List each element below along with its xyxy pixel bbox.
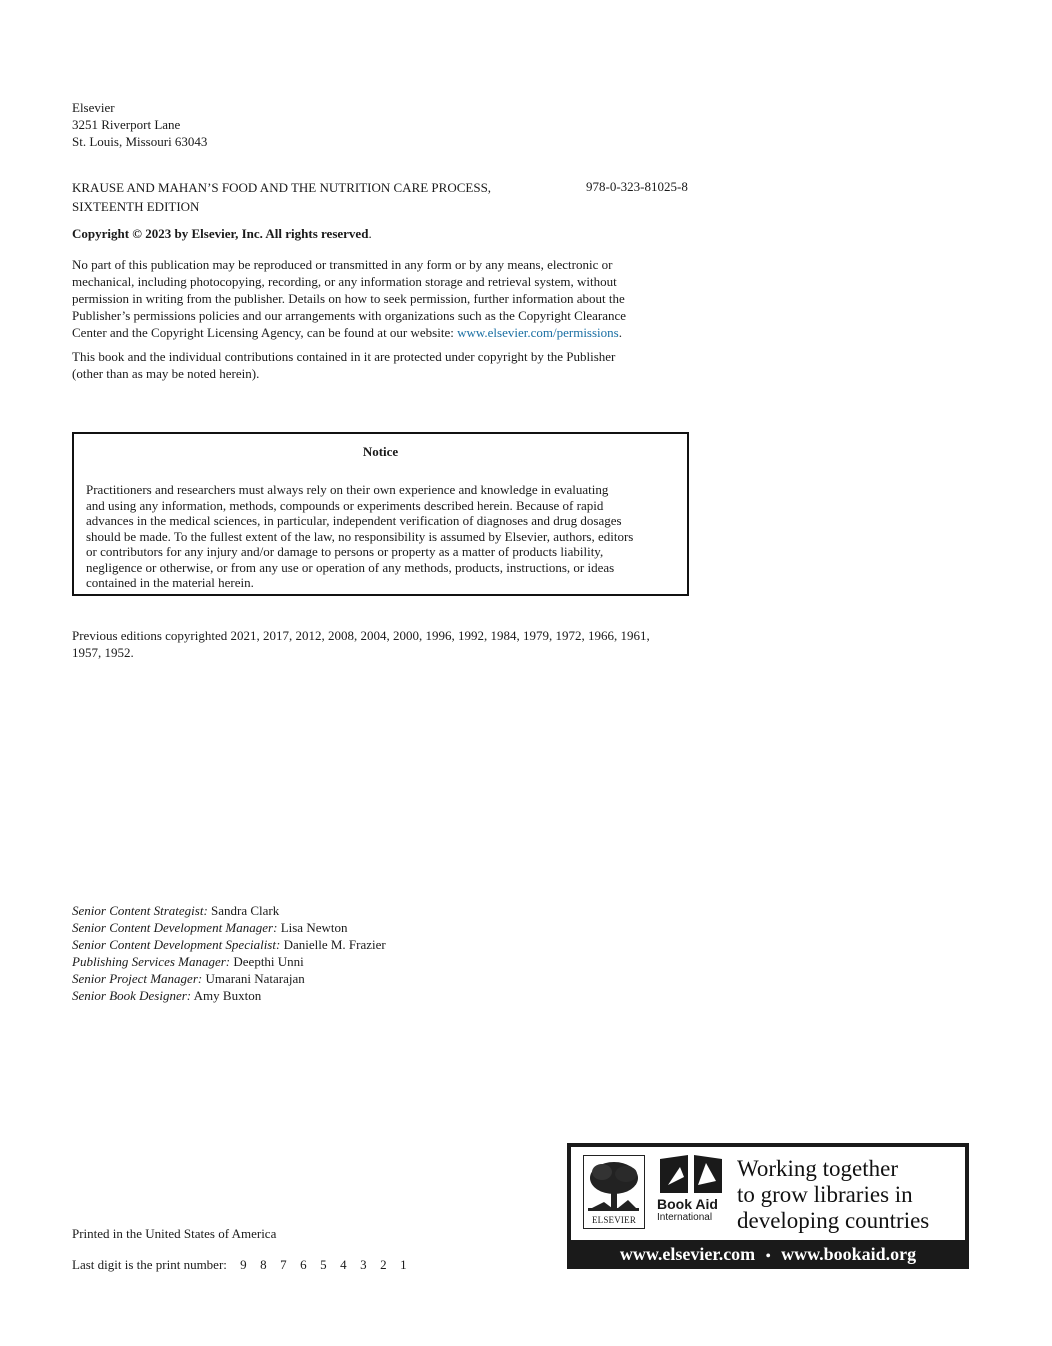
copyright-line xyxy=(72,225,372,242)
notice-line: Practitioners and researchers must always rely on their own experience and knowledge in evaluating xyxy=(86,482,609,497)
credit-name: Umarani Natarajan xyxy=(202,971,305,986)
credit-line xyxy=(72,953,386,970)
printed-in: Printed in the United States of America xyxy=(72,1226,277,1241)
copyright-text: Copyright © 2023 by Elsevier, Inc. All rights reserved xyxy=(72,226,369,241)
elsevier-tree-icon xyxy=(584,1158,643,1214)
notice-box xyxy=(72,432,689,596)
credit-role: Senior Content Development Specialist: xyxy=(72,937,281,952)
rights-line: No part of this publication may be reproduced or transmitted in any form or by any means, electronic or xyxy=(72,257,613,272)
notice-line: and using any information, methods, compounds or experiments described herein. Because of rapid xyxy=(86,497,604,513)
bookaid-banner xyxy=(567,1143,969,1269)
print-digit: 5 xyxy=(320,1257,327,1272)
print-digit: 9 xyxy=(240,1257,247,1272)
credit-role: Senior Book Designer: xyxy=(72,988,192,1003)
tagline-line: Working together xyxy=(737,1156,899,1181)
credit-role: Publishing Services Manager: xyxy=(72,954,231,969)
print-digit: 3 xyxy=(360,1257,367,1272)
rights-line: Publisher’s permissions policies and our arrangements with organizations such as the Copyright Clearance xyxy=(72,308,627,323)
bookaid-open-book-icon xyxy=(658,1155,724,1195)
notice-line: should be made. To the fullest extent of the law, no responsibility is assumed by Elsevier, authors, editors xyxy=(86,528,634,544)
notice-title: Notice xyxy=(362,444,399,459)
protection-line: This book and the individual contributions contained in it are protected under copyright by the Publisher xyxy=(72,349,616,364)
rights-line: permission in writing from the publisher. Details on how to seek permission, further information about the xyxy=(72,291,625,306)
title-line: KRAUSE AND MAHAN’S FOOD AND THE NUTRITION CARE PROCESS, xyxy=(72,180,492,195)
permissions-link[interactable]: www.elsevier.com/permissions xyxy=(457,325,619,340)
bookaid-tagline xyxy=(737,1156,929,1234)
print-number-label: Last digit is the print number: xyxy=(72,1257,227,1272)
bookaid-banner-panel xyxy=(571,1147,965,1240)
print-digit: 8 xyxy=(260,1257,267,1272)
elsevier-logo-text: ELSEVIER xyxy=(591,1215,637,1225)
credit-name: Amy Buxton xyxy=(191,988,262,1003)
publisher-address xyxy=(72,99,207,150)
bookaid-logo-name: Book Aid xyxy=(657,1196,718,1212)
notice-line: advances in the medical sciences, in particular, independent verification of diagnoses and drug dosages xyxy=(86,513,622,528)
credit-role: Senior Content Development Manager: xyxy=(72,920,278,935)
credit-line xyxy=(72,902,386,919)
bookaid-logo-subtitle: International xyxy=(657,1212,713,1223)
rights-line xyxy=(72,324,692,341)
bookaid-footer xyxy=(567,1240,969,1269)
print-digit: 2 xyxy=(380,1257,387,1272)
credit-name: Danielle M. Frazier xyxy=(280,937,386,952)
address-line: Elsevier xyxy=(72,100,115,115)
copyright-period: . xyxy=(368,226,372,241)
credit-role: Senior Project Manager: xyxy=(72,971,203,986)
previous-editions xyxy=(72,627,692,661)
isbn: 978-0-323-81025-8 xyxy=(586,179,688,194)
print-digit: 6 xyxy=(300,1257,307,1272)
bookaid-logo xyxy=(657,1155,727,1229)
credit-role: Senior Content Strategist: xyxy=(72,903,208,918)
elsevier-logo xyxy=(583,1155,645,1229)
print-digits xyxy=(240,1257,420,1272)
notice-body xyxy=(86,482,678,591)
credit-name: Lisa Newton xyxy=(277,920,348,935)
tagline-line: developing countries xyxy=(737,1208,930,1233)
rights-paragraph xyxy=(72,256,692,341)
credit-line xyxy=(72,919,386,936)
credit-line xyxy=(72,987,386,1004)
credit-name: Deepthi Unni xyxy=(230,954,304,969)
print-digit: 1 xyxy=(400,1257,407,1272)
print-digit: 7 xyxy=(280,1257,287,1272)
protection-paragraph xyxy=(72,348,692,382)
rights-text: Center and the Copyright Licensing Agency, can be found at our website: xyxy=(72,325,458,340)
print-digit: 4 xyxy=(340,1257,347,1272)
tagline-line: to grow libraries in xyxy=(737,1182,913,1207)
bookaid-url[interactable]: www.bookaid.org xyxy=(781,1244,917,1264)
book-title xyxy=(72,178,491,216)
url-separator: • xyxy=(765,1249,771,1264)
credit-name: Sandra Clark xyxy=(207,903,280,918)
credit-line xyxy=(72,936,386,953)
protection-line: (other than as may be noted herein). xyxy=(72,366,260,381)
previous-editions-line: 1957, 1952. xyxy=(72,645,134,660)
rights-period: . xyxy=(618,325,622,340)
credit-line xyxy=(72,970,386,987)
previous-editions-line: Previous editions copyrighted 2021, 2017, 2012, 2008, 2004, 2000, 1996, 1992, 1984, 1979, 1972, 1966, 1961, xyxy=(72,628,650,643)
address-line: St. Louis, Missouri 63043 xyxy=(72,134,208,149)
title-line: SIXTEENTH EDITION xyxy=(72,199,200,214)
notice-line: or contributors for any injury and/or damage to persons or property as a matter of products liability, xyxy=(86,544,604,559)
print-number-line xyxy=(72,1256,420,1273)
notice-line: contained in the material herein. xyxy=(86,575,254,590)
rights-line: mechanical, including photocopying, recording, or any information storage and retrieval system, without xyxy=(72,274,617,289)
address-line: 3251 Riverport Lane xyxy=(72,117,181,132)
notice-line: negligence or otherwise, or from any use or operation of any methods, products, instructions, or ideas xyxy=(86,559,615,575)
credits-list xyxy=(72,902,386,1004)
elsevier-url[interactable]: www.elsevier.com xyxy=(619,1244,756,1264)
